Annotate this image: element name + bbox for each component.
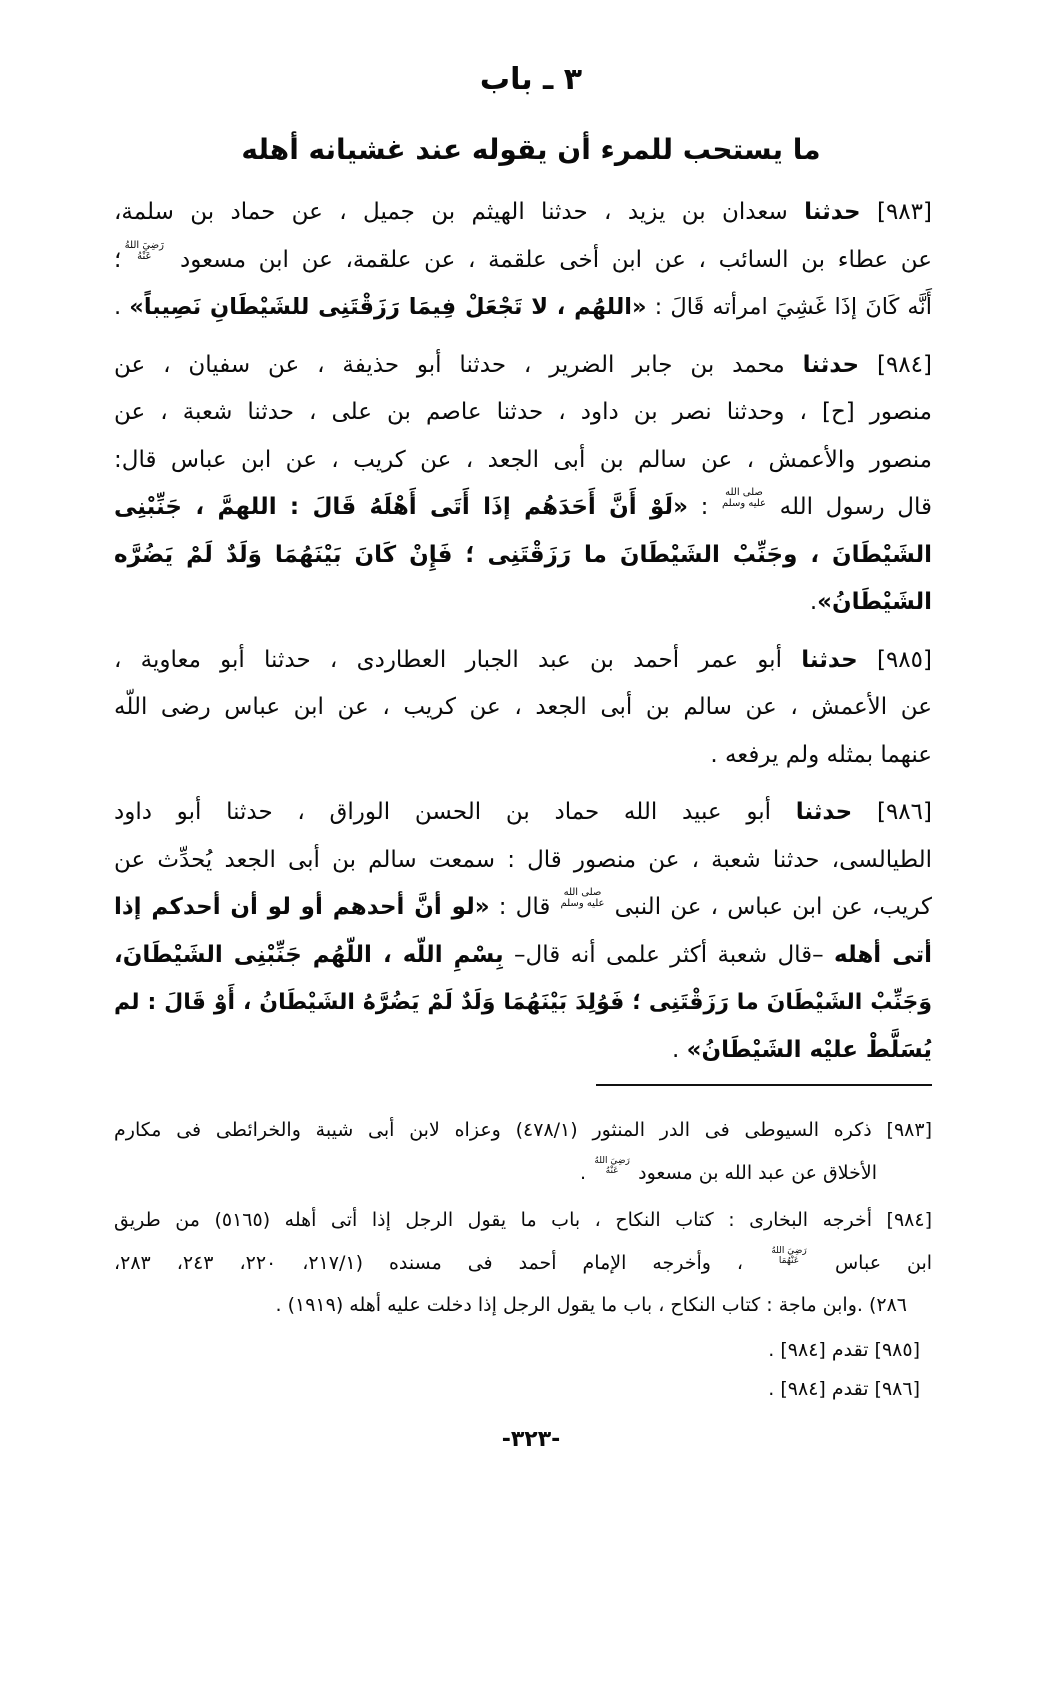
footnote-984 bbox=[114, 1199, 932, 1327]
footnote-text: ، وأخرجه الإمام أحمد فى مسنده (٢١٧/١، ٢٢٠، ٢٤٣، ٢٨٣، bbox=[114, 1251, 770, 1274]
footnote-line bbox=[114, 1284, 932, 1327]
matn-text: «لَوْ أَنَّ أَحَدَهُم إذَا أَتَى أَهْلَهُ قَالَ : اللهمَّ ، جَنِّبْنِى bbox=[114, 494, 688, 520]
chapter-title: ما يستحب للمرء أن يقوله عند غشيانه أهله bbox=[241, 133, 821, 166]
text-line bbox=[114, 637, 932, 685]
text-line bbox=[114, 437, 932, 485]
text-line bbox=[114, 884, 932, 932]
hadith-number: [٩٨٦] bbox=[852, 799, 932, 825]
text-line bbox=[114, 237, 932, 285]
hadith-number: [٩٨٤] bbox=[859, 351, 932, 378]
footnote-line bbox=[114, 1329, 932, 1372]
footnote-text: [٩٨٦] تقدم [٩٨٤] . bbox=[768, 1378, 920, 1400]
hadith-985 bbox=[114, 637, 932, 780]
footnote-line bbox=[114, 1368, 932, 1411]
text-line bbox=[114, 789, 932, 837]
text-line bbox=[114, 389, 932, 437]
isnad-text: قال رسول الله bbox=[767, 494, 932, 520]
narration-word: حدثنا bbox=[795, 799, 853, 825]
honorific-mark: رَضِيَ اللهُ عَنْهُ bbox=[594, 1155, 630, 1176]
text-line bbox=[114, 837, 932, 885]
narration-word: حدثنا bbox=[801, 646, 858, 673]
footnote-text: [٩٨٣] ذكره السيوطى فى الدر المنثور (٤٧٨/١) وعزاه لابن أبى شيبة والخرائطى فى مكارم bbox=[114, 1119, 932, 1141]
narration-word: حدثنا bbox=[802, 351, 860, 378]
punctuation: . bbox=[580, 1161, 593, 1184]
text-line bbox=[114, 732, 932, 780]
text-line bbox=[114, 684, 932, 732]
footnote-separator bbox=[596, 1084, 932, 1086]
isnad-text: سعدان بن يزيد ، حدثنا الهيثم بن جميل ، عن حماد بن سلمة، bbox=[114, 199, 805, 225]
isnad-text: الطيالسى، حدثنا شعبة ، عن منصور قال : سمعت سالم بن أبى الجعد يُحدِّث عن bbox=[114, 846, 932, 873]
isnad-text: عنهما بمثله ولم يرفعه . bbox=[710, 741, 932, 768]
footnote-text: [٩٨٥] تقدم [٩٨٤] . bbox=[768, 1338, 920, 1361]
salawat-mark: صلى الله عليه وسلم bbox=[721, 487, 766, 509]
footnote-line bbox=[114, 1242, 932, 1285]
isnad-text: منصور [ح] ، وحدثنا نصر بن داود ، حدثنا عاصم بن على ، حدثنا شعبة ، عن bbox=[114, 399, 932, 425]
punctuation: . bbox=[672, 1036, 687, 1063]
footnotes bbox=[114, 1109, 932, 1411]
matn-text: «لو أنَّ أحدهم أو لو أن أحدكم إذا bbox=[114, 894, 490, 920]
hadith-number: [٩٨٥] bbox=[857, 646, 932, 673]
footnote-text: الأخلاق عن عبد الله بن مسعود bbox=[632, 1161, 877, 1184]
text-line bbox=[114, 284, 932, 332]
matn-text: وَجَنِّبْ الشَيْطَانَ ما رَزَقْتَنِى ؛ فَوُلِدَ بَيْنَهُمَا وَلَدٌ لَمْ يَضُرَّهُ الشَيْطَانُ ، أَوْ قَالَ : لم bbox=[114, 990, 932, 1015]
isnad-text: محمد بن جابر الضرير ، حدثنا أبو حذيفة ، عن سفيان ، عن bbox=[114, 351, 803, 378]
isnad-text: كريب، عن ابن عباس ، عن النبى bbox=[605, 894, 932, 920]
punctuation: . bbox=[809, 589, 818, 615]
isnad-text: أبو عبيد الله حماد بن الحسن الوراق ، حدثنا أبو داود bbox=[114, 799, 796, 825]
text-line bbox=[114, 532, 932, 580]
matn-text: أتى أهله bbox=[834, 941, 932, 968]
footnote-text: ابن عباس bbox=[809, 1251, 933, 1274]
punctuation: : bbox=[687, 494, 721, 520]
matn-text: بِسْمِ اللّه ، اللّهُم جَنِّبْنِى الشَيْطَانَ، bbox=[114, 941, 504, 968]
text-line bbox=[114, 189, 932, 237]
footnote-986 bbox=[114, 1368, 932, 1411]
hadith-983 bbox=[114, 189, 932, 332]
isnad-text: أَنَّه كَانَ إذَا غَشِيَ امرأته قَالَ : bbox=[646, 294, 932, 320]
text-line bbox=[114, 484, 932, 532]
isnad-text: منصور والأعمش ، عن سالم بن أبى الجعد ، عن كريب ، عن ابن عباس قال: bbox=[114, 446, 932, 473]
footnote-text: [٩٨٤] أخرجه البخارى : كتاب النكاح ، باب ما يقول الرجل إذا أتى أهله (٥١٦٥) من طريق bbox=[114, 1209, 932, 1231]
isnad-text: عن عطاء بن السائب ، عن ابن أخى علقمة ، عن علقمة، عن ابن مسعود bbox=[167, 246, 932, 273]
footnote-983 bbox=[114, 1109, 932, 1194]
narration-word: حدثنا bbox=[804, 199, 861, 225]
matn-text: الشَيْطَانَ ، وجَنِّبْ الشَيْطَانَ ما رَزَقْتَنِى ؛ فَإِنْ كَانَ بَيْنَهُمَا وَلَدٌ لَمْ يَضُرَّه bbox=[114, 541, 932, 568]
chapter-heading: ٣ ـ باب bbox=[479, 62, 583, 97]
text-line bbox=[114, 579, 932, 627]
footnote-985 bbox=[114, 1329, 932, 1372]
salawat-mark: صلى الله عليه وسلم bbox=[560, 887, 605, 909]
hadith-984 bbox=[114, 342, 932, 627]
text-line bbox=[114, 979, 932, 1027]
text-line bbox=[114, 1027, 932, 1075]
punctuation: ؛ bbox=[114, 246, 122, 273]
footnote-text: ٢٨٦) .وابن ماجة : كتاب النكاح ، باب ما يقول الرجل إذا دخلت عليه أهله (١٩١٩) . bbox=[275, 1294, 907, 1316]
text-line bbox=[114, 342, 932, 390]
matn-text: الشَيْطَانُ» bbox=[817, 589, 932, 615]
honorific-mark: رَضِيَ اللهُ عَنْهُمَا bbox=[771, 1245, 807, 1266]
text-line bbox=[114, 932, 932, 980]
honorific-mark: رَضِيَ اللهُ عَنْهُ bbox=[124, 239, 164, 262]
hadith-986 bbox=[114, 789, 932, 1074]
footnote-line bbox=[114, 1152, 932, 1195]
isnad-text: أبو عمر أحمد بن عبد الجبار العطاردى ، حدثنا أبو معاوية ، bbox=[114, 646, 802, 673]
isnad-text: قال : bbox=[489, 894, 560, 920]
page-number: -٣٢٣- bbox=[501, 1427, 561, 1452]
hadith-text-body bbox=[114, 189, 932, 1074]
matn-text: يُسَلَّطْ عليْه الشَيْطَانُ» bbox=[686, 1036, 932, 1063]
hadith-number: [٩٨٣] bbox=[860, 199, 932, 225]
footnote-line bbox=[114, 1199, 932, 1242]
punctuation: . bbox=[114, 294, 130, 320]
footnote-line bbox=[114, 1109, 932, 1152]
matn-text: «اللهُم ، لا تَجْعَلْ فِيمَا رَزَقْتَنِى للشَيْطَانِ نَصِيباً» bbox=[129, 294, 647, 320]
narrator-aside: –قال شعبة أكثر علمى أنه قال– bbox=[503, 941, 834, 968]
isnad-text: عن الأعمش ، عن سالم بن أبى الجعد ، عن كريب ، عن ابن عباس رضى اللّه bbox=[114, 694, 932, 720]
